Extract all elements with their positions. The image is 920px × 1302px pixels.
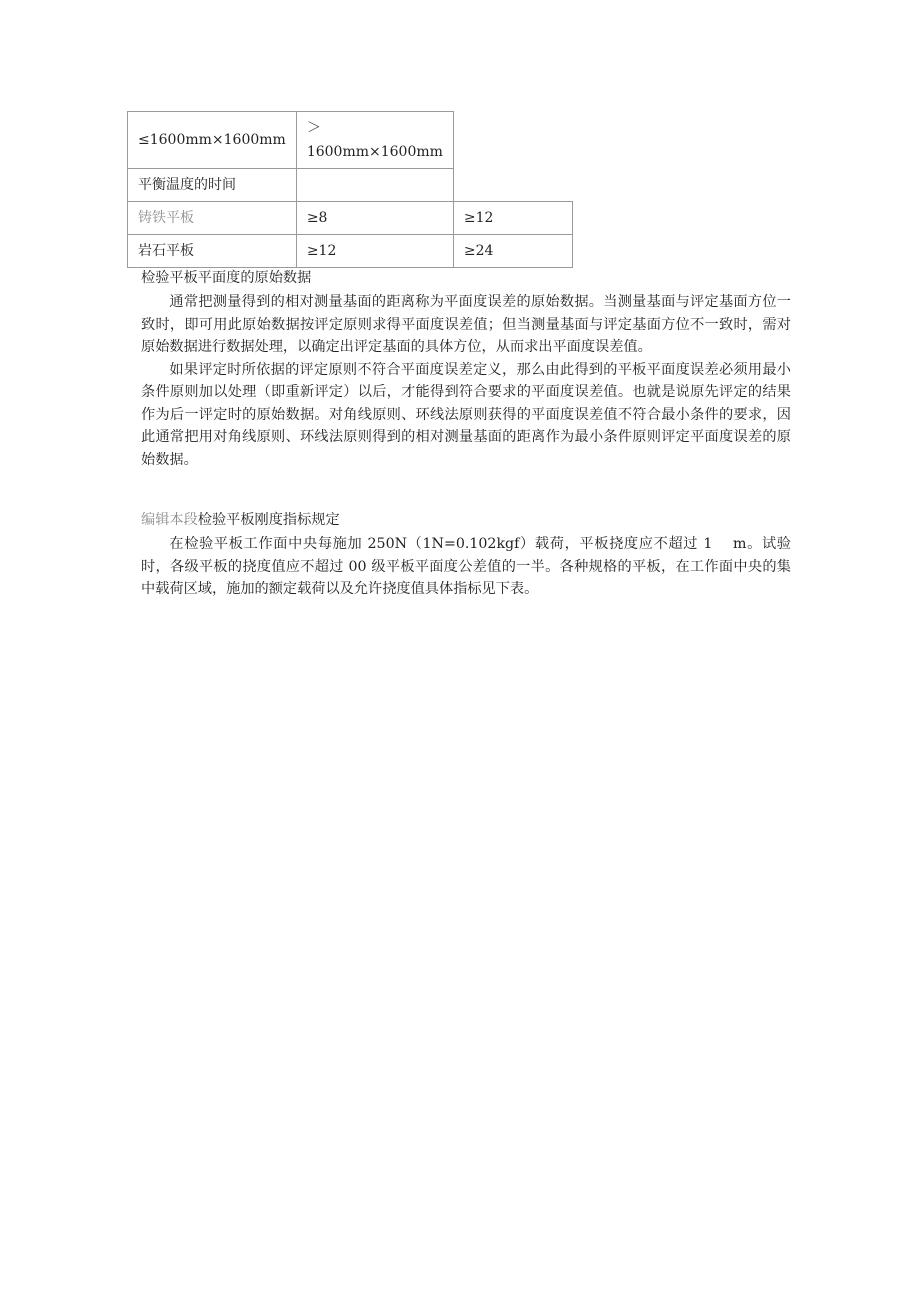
table-row (128, 202, 573, 235)
table-cell: ≥12 (296, 235, 453, 268)
section-heading: 检验平板平面度的原始数据 (141, 270, 312, 286)
table-cell-empty (453, 112, 572, 169)
section-heading: 检验平板刚度指标规定 (197, 512, 340, 528)
table-cell: ≥12 (453, 202, 572, 235)
table-cell-blank (296, 169, 453, 202)
spec-table (127, 111, 573, 268)
section-body (141, 533, 791, 601)
table-cell-empty (453, 169, 572, 202)
table-row (128, 235, 573, 268)
paragraph: 通常把测量得到的相对测量基面的距离称为平面度误差的原始数据。当测量基面与评定基面方位一致时，即可用此原始数据按评定原则求得平面度误差值；但当测量基面与评定基面方位不一致时，需对原始数据进行数据处理，以确定出评定基面的具体方位，从而求出平面度误差值。 (141, 294, 791, 355)
table-cell: ＞1600mm×1600mm (296, 112, 453, 169)
table-cell: ≥8 (296, 202, 453, 235)
edit-section-link[interactable]: 编辑本段 (141, 512, 198, 528)
table-cell: 岩石平板 (128, 235, 297, 268)
paragraph: 如果评定时所依据的评定原则不符合平面度误差定义，那么由此得到的平板平面度误差必须用最小条件原则加以处理（即重新评定）以后，才能得到符合要求的平面度误差值。也就是说原先评定的结果作为后一评定时的原始数据。对角线原则、环线法原则获得的平面度误差值不符合最小条件的要求，因此通常把用对角线原则、环线法原则得到的相对测量基面的距离作为最小条件原则评定平面度误差的原始数据。 (141, 361, 791, 468)
table-row (128, 169, 573, 202)
table-cell: 平衡温度的时间 (128, 169, 297, 202)
section-heading-row (141, 509, 340, 531)
table-cell: ≤1600mm×1600mm (128, 112, 297, 169)
table-cell: ≥24 (453, 235, 572, 268)
section-body (141, 291, 791, 471)
table-cell: 铸铁平板 (128, 202, 297, 235)
table-row (128, 112, 573, 169)
paragraph: 在检验平板工作面中央每施加 250N（1N=0.102kgf）载荷，平板挠度应不超过 1 m。试验时，各级平板的挠度值应不超过 00 级平板平面度公差值的一半。各种规格的平板，在工作面中央的集中载荷区域，施加的额定载荷以及允许挠度值具体指标见下表。 (141, 536, 791, 597)
